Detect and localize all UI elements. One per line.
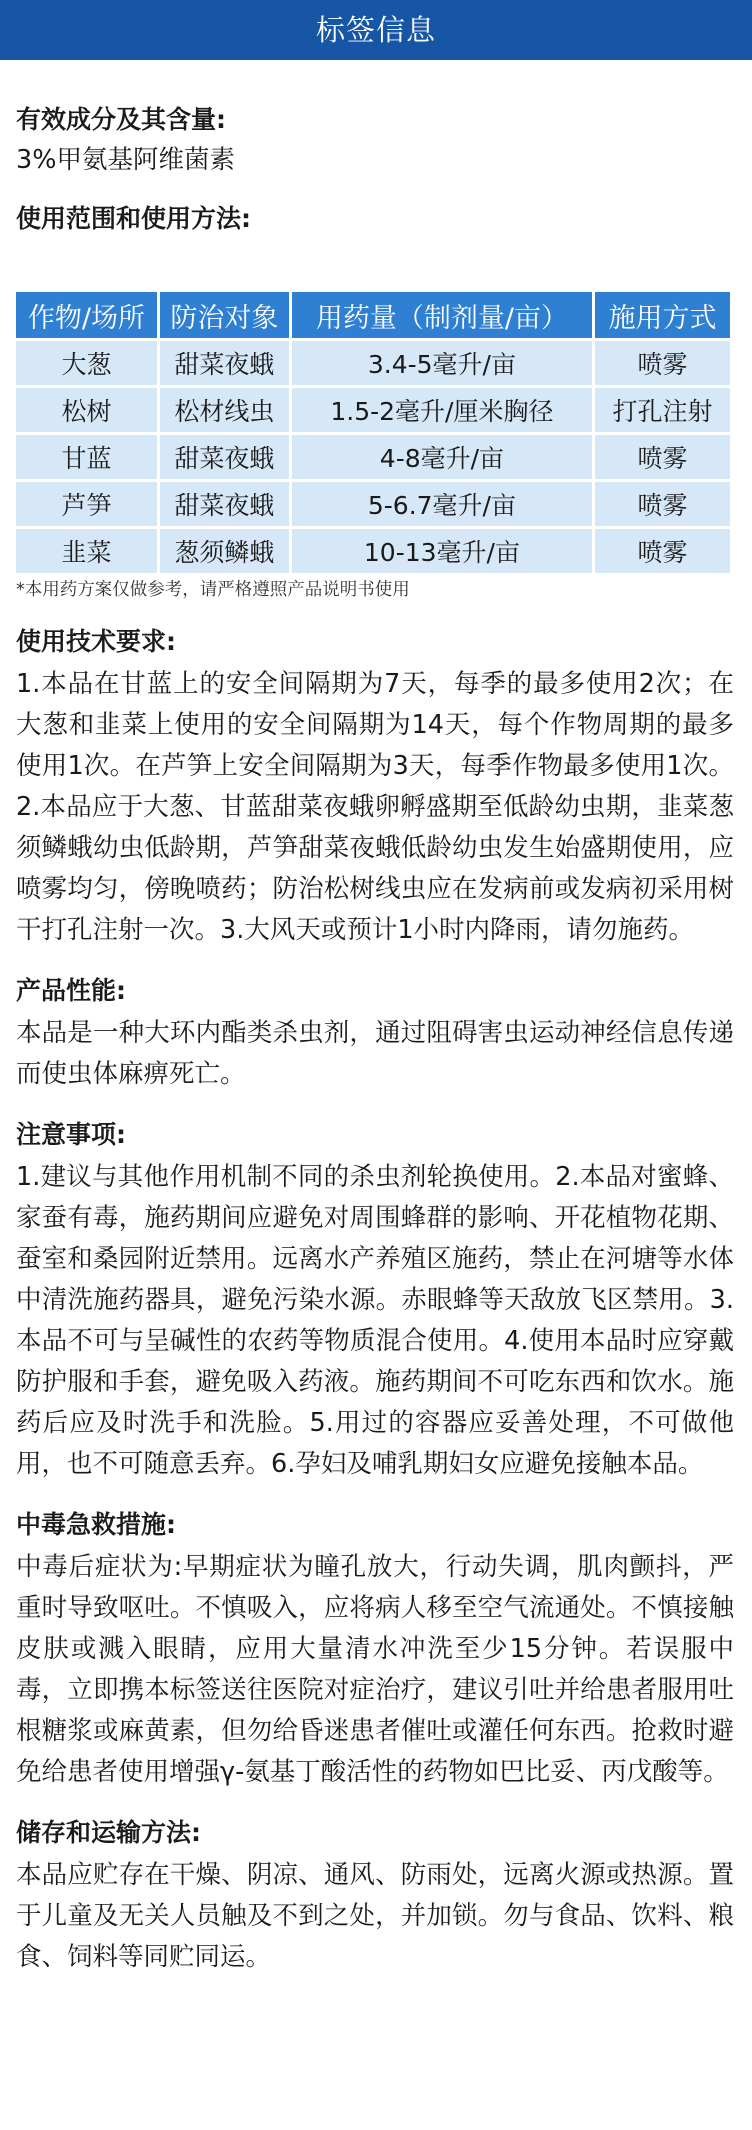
table-row [16, 529, 730, 573]
table-header-row [16, 292, 730, 338]
performance-section [16, 975, 734, 1095]
table-cell-crop: 韭菜 [16, 529, 157, 573]
precautions-heading: 注意事项: [16, 1120, 126, 1149]
table-cell-dosage: 3.4-5毫升/亩 [292, 341, 592, 385]
table-cell-method: 打孔注射 [595, 388, 730, 432]
precautions-section [16, 1119, 734, 1485]
table-cell-method: 喷雾 [595, 341, 730, 385]
performance-text: 本品是一种大环内酯类杀虫剂，通过阻碍害虫运动神经信息传递而使虫体麻痹死亡。 [16, 1018, 734, 1089]
usage-heading: 使用范围和使用方法: [16, 204, 251, 233]
table-row [16, 388, 730, 432]
storage-text: 本品应贮存在干燥、阴凉、通风、防雨处，远离火源或热源。置于儿童及无关人员触及不到之处，并加锁。勿与食品、饮料、粮食、饲料等同贮同运。 [16, 1860, 734, 1972]
table-cell-dosage: 5-6.7毫升/亩 [292, 482, 592, 526]
table-cell-target: 葱须鳞蛾 [160, 529, 289, 573]
precautions-text: 1.建议与其他作用机制不同的杀虫剂轮换使用。2.本品对蜜蜂、家蚕有毒，施药期间应避免对周围蜂群的影响、开花植物花期、蚕室和桑园附近禁用。远离水产养殖区施药，禁止在河塘等水体中清洗施药器具，避免污染水源。赤眼蜂等天敌放飞区禁用。3.本品不可与呈碱性的农药等物质混合使用。4.使用本品时应穿戴防护服和手套，避免吸入药液。施药期间不可吃东西和饮水。施药后应及时洗手和洗脸。5.用过的容器应妥善处理，不可做他用，也不可随意丢弃。6.孕妇及哺乳期妇女应避免接触本品。 [16, 1162, 734, 1479]
technical-text: 1.本品在甘蓝上的安全间隔期为7天，每季的最多使用2次；在大葱和韭菜上使用的安全间隔期为14天，每个作物周期的最多使用1次。在芦笋上安全间隔期为3天，每季作物最多使用1次。2.本品应于大葱、甘蓝甜菜夜蛾卵孵盛期至低龄幼虫期，韭菜葱须鳞蛾幼虫低龄期，芦笋甜菜夜蛾低龄幼虫发生始盛期使用，应喷雾均匀，傍晚喷药；防治松树线虫应在发病前或发病初采用树干打孔注射一次。3.大风天或预计1小时内降雨，请勿施药。 [16, 669, 734, 945]
ingredient-value: 3%甲氨基阿维菌素 [16, 145, 235, 175]
table-cell-dosage: 1.5-2毫升/厘米胸径 [292, 388, 592, 432]
column-header-method: 施用方式 [595, 292, 730, 338]
table-cell-target: 甜菜夜蛾 [160, 341, 289, 385]
table-cell-crop: 大葱 [16, 341, 157, 385]
table-cell-crop: 甘蓝 [16, 435, 157, 479]
first-aid-section [16, 1509, 734, 1793]
table-row [16, 482, 730, 526]
usage-table [13, 289, 733, 576]
technical-heading: 使用技术要求: [16, 627, 176, 656]
column-header-dosage: 用药量（制剂量/亩） [292, 292, 592, 338]
table-cell-crop: 芦笋 [16, 482, 157, 526]
table-row [16, 435, 730, 479]
table-cell-crop: 松树 [16, 388, 157, 432]
table-cell-target: 松材线虫 [160, 388, 289, 432]
ingredient-heading: 有效成分及其含量: [16, 105, 226, 134]
table-cell-target: 甜菜夜蛾 [160, 482, 289, 526]
column-header-crop: 作物/场所 [16, 292, 157, 338]
table-row [16, 341, 730, 385]
table-cell-target: 甜菜夜蛾 [160, 435, 289, 479]
table-cell-method: 喷雾 [595, 529, 730, 573]
first-aid-heading: 中毒急救措施: [16, 1510, 176, 1539]
table-cell-dosage: 10-13毫升/亩 [292, 529, 592, 573]
technical-section [16, 626, 734, 951]
page-title: 标签信息 [315, 13, 436, 47]
table-cell-dosage: 4-8毫升/亩 [292, 435, 592, 479]
table-cell-method: 喷雾 [595, 482, 730, 526]
label-content [0, 60, 752, 1978]
storage-heading: 储存和运输方法: [16, 1818, 201, 1847]
performance-heading: 产品性能: [16, 976, 126, 1005]
table-cell-method: 喷雾 [595, 435, 730, 479]
storage-section [16, 1817, 734, 1978]
page-header [0, 0, 752, 60]
usage-note: *本用药方案仅做参考，请严格遵照产品说明书使用 [16, 580, 410, 600]
ingredient-section [16, 60, 734, 181]
first-aid-text: 中毒后症状为:早期症状为瞳孔放大，行动失调，肌肉颤抖，严重时导致呕吐。不慎吸入，应将病人移至空气流通处。不慎接触皮肤或溅入眼睛，应用大量清水冲洗至少15分钟。若误服中毒，立即携本标签送往医院对症治疗，建议引吐并给患者服用吐根糖浆或麻黄素，但勿给昏迷患者催吐或灌任何东西。抢救时避免给患者使用增强γ-氨基丁酸活性的药物如巴比妥、丙戊酸等。 [16, 1552, 734, 1787]
column-header-target: 防治对象 [160, 292, 289, 338]
